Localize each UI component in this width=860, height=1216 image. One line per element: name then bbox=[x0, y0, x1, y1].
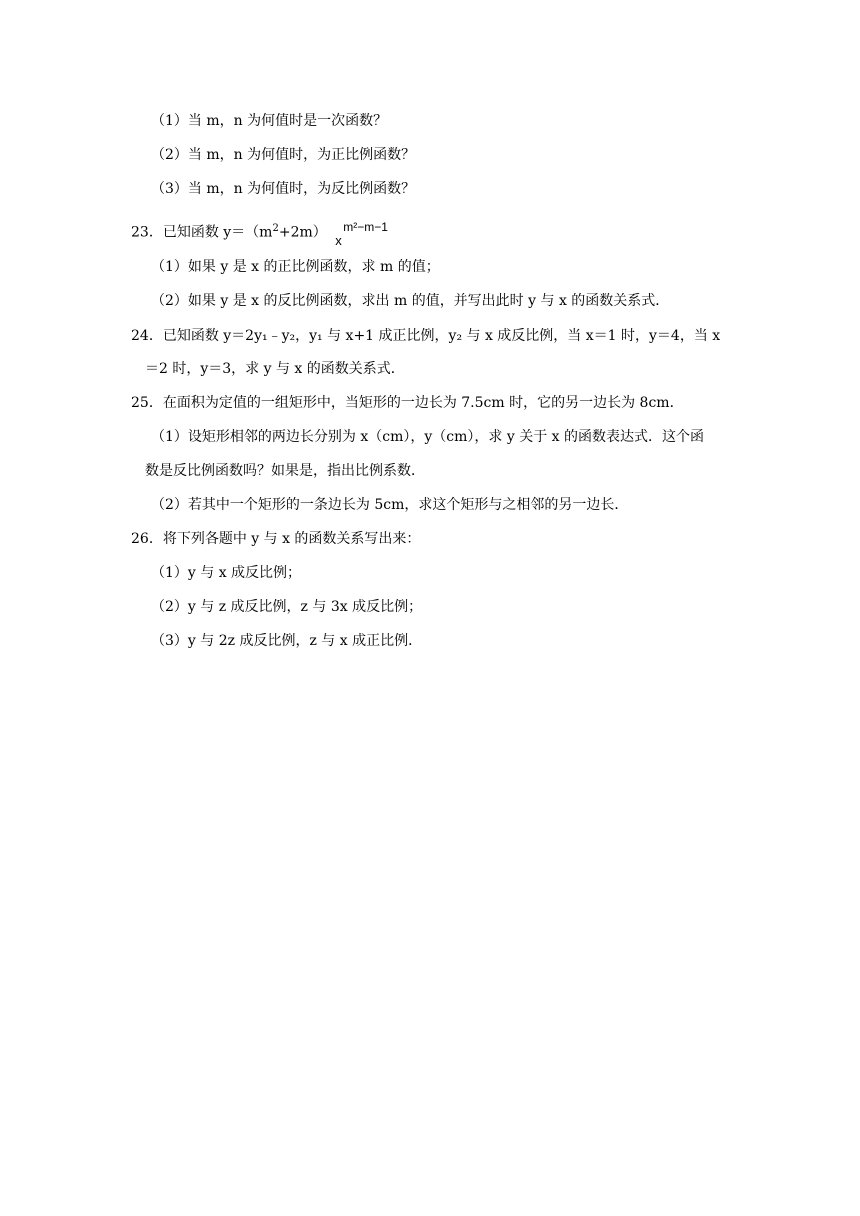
q23-text: 已知函数 y＝（m bbox=[162, 224, 273, 241]
q23-power-exponent: m²−m−1 bbox=[343, 219, 388, 234]
q24-line2: ＝2 时，y＝3，求 y 与 x 的函数关系式． bbox=[145, 361, 405, 377]
q23-part1: （1）如果 y 是 x 的正比例函数，求 m 的值； bbox=[151, 259, 440, 275]
q23-power-base: x bbox=[335, 232, 342, 248]
q23-power-expression bbox=[331, 219, 391, 248]
q26-part2: （2）y 与 z 成反比例，z 与 3x 成反比例； bbox=[151, 599, 423, 615]
q23-tail: +2m） bbox=[278, 224, 327, 241]
q24-line1: 24．已知函数 y＝2y₁﹣y₂，y₁ 与 x+1 成正比例，y₂ 与 x 成反比例，当 x＝1 时，y＝4，当 x bbox=[131, 328, 721, 344]
q22-part2: （2）当 m，n 为何值时，为正比例函数？ bbox=[151, 147, 416, 163]
q26-part3: （3）y 与 2z 成反比例，z 与 x 成正比例． bbox=[151, 633, 423, 649]
q26-part1: （1）y 与 x 成反比例； bbox=[151, 565, 302, 581]
q25-part1-line1: （1）设矩形相邻的两边长分别为 x（cm），y（cm），求 y 关于 x 的函数表达式．这个函 bbox=[151, 429, 704, 445]
q23-number: 23． bbox=[131, 224, 163, 241]
q23-sup: 2 bbox=[272, 223, 279, 234]
q25-part1-line2: 数是反比例函数吗？如果是，指出比例系数． bbox=[145, 463, 425, 479]
q23-part2: （2）如果 y 是 x 的反比例函数，求出 m 的值，并写出此时 y 与 x 的函数关系式． bbox=[151, 293, 670, 309]
q25-stem: 25．在面积为定值的一组矩形中，当矩形的一边长为 7.5cm 时，它的另一边长为 8cm． bbox=[131, 395, 684, 411]
q26-stem: 26．将下列各题中 y 与 x 的函数关系写出来： bbox=[131, 531, 421, 547]
q22-part1: （1）当 m，n 为何值时是一次函数？ bbox=[151, 113, 388, 129]
q25-part2: （2）若其中一个矩形的一条边长为 5cm，求这个矩形与之相邻的另一边长． bbox=[151, 497, 629, 513]
q23-stem bbox=[131, 219, 391, 248]
q22-part3: （3）当 m，n 为何值时，为反比例函数？ bbox=[151, 181, 416, 197]
